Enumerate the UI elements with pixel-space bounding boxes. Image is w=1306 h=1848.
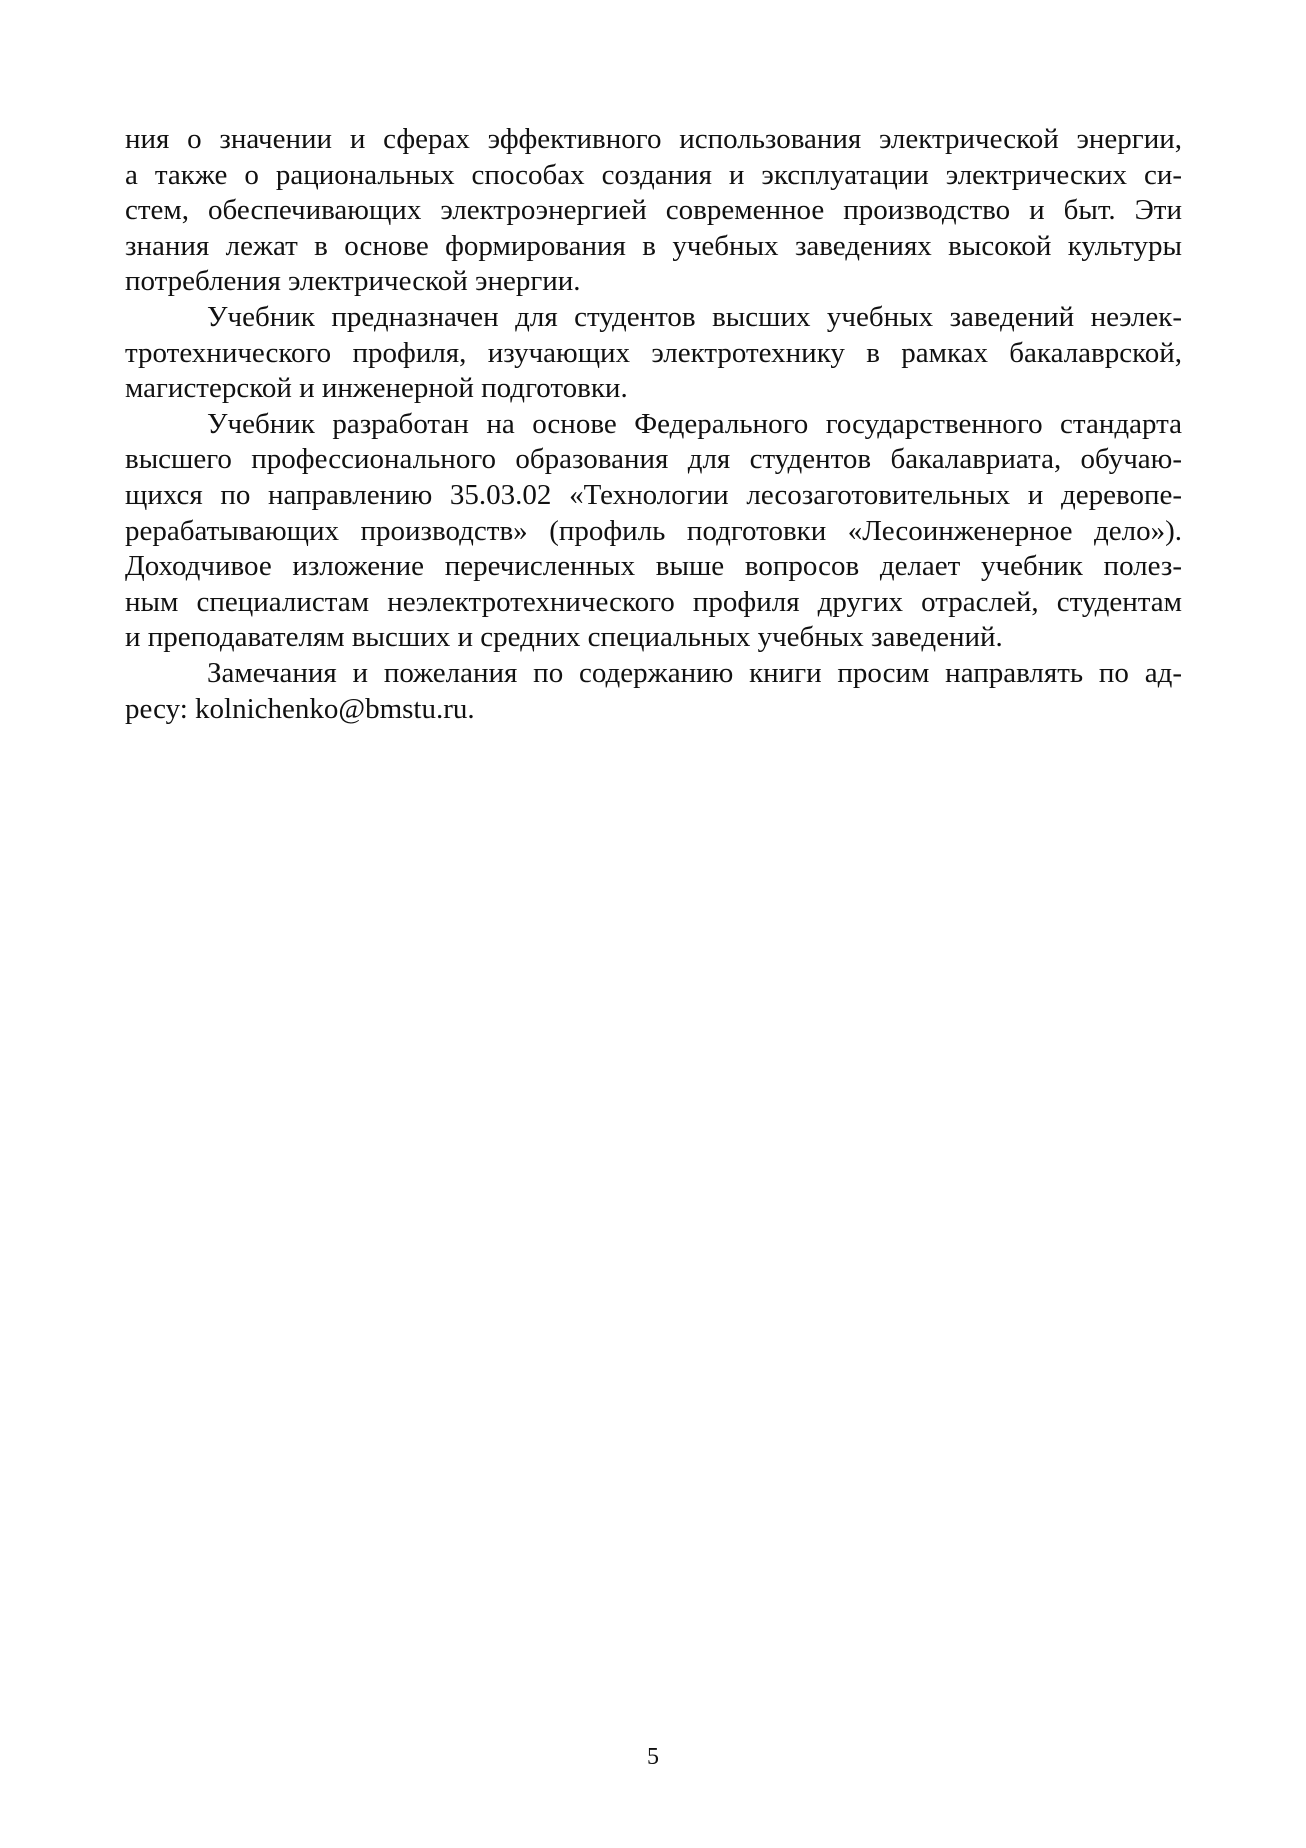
text-line: тротехнического профиля, изучающих электротехнику в рамках бакалаврской, xyxy=(125,336,1182,369)
text-line: Учебник разработан на основе Федерального государственного стандарта xyxy=(207,407,1182,440)
text-line: щихся по направлению 35.03.02 «Технологии лесозаготовительных и деревопе- xyxy=(125,478,1182,511)
text-line: магистерской и инженерной подготовки. xyxy=(125,372,628,405)
paragraph-contact xyxy=(125,656,1182,727)
paragraph-continuation xyxy=(125,122,1182,300)
text-line: высшего профессионального образования для студентов бакалавриата, обучаю- xyxy=(125,443,1182,476)
text-line: ресу: kolnichenko@bmstu.ru. xyxy=(125,692,475,725)
text-line: и преподавателям высших и средних специальных учебных заведений. xyxy=(125,621,1003,654)
paragraph-standard xyxy=(125,407,1182,656)
paragraph-audience xyxy=(125,300,1182,407)
text-line: знания лежат в основе формирования в учебных заведениях высокой культуры xyxy=(125,229,1182,262)
body-text xyxy=(125,122,1182,727)
text-line: стем, обеспечивающих электроэнергией современное производство и быт. Эти xyxy=(125,194,1182,227)
page-number: 5 xyxy=(647,1744,659,1770)
text-line: рерабатывающих производств» (профиль подготовки «Лесоинженерное дело»). xyxy=(125,514,1182,547)
text-line: ния о значении и сферах эффективного использования электрической энергии, xyxy=(125,123,1182,155)
text-line: Доходчивое изложение перечисленных выше вопросов делает учебник полез- xyxy=(125,550,1182,583)
text-line: а также о рациональных способах создания и эксплуатации электрических си- xyxy=(125,158,1182,191)
text-line: потребления электрической энергии. xyxy=(125,265,581,298)
text-line: ным специалистам неэлектротехнического профиля других отраслей, студентам xyxy=(125,585,1182,618)
text-line: Учебник предназначен для студентов высших учебных заведений неэлек- xyxy=(207,300,1182,333)
text-line: Замечания и пожелания по содержанию книги просим направлять по ад- xyxy=(207,656,1182,689)
